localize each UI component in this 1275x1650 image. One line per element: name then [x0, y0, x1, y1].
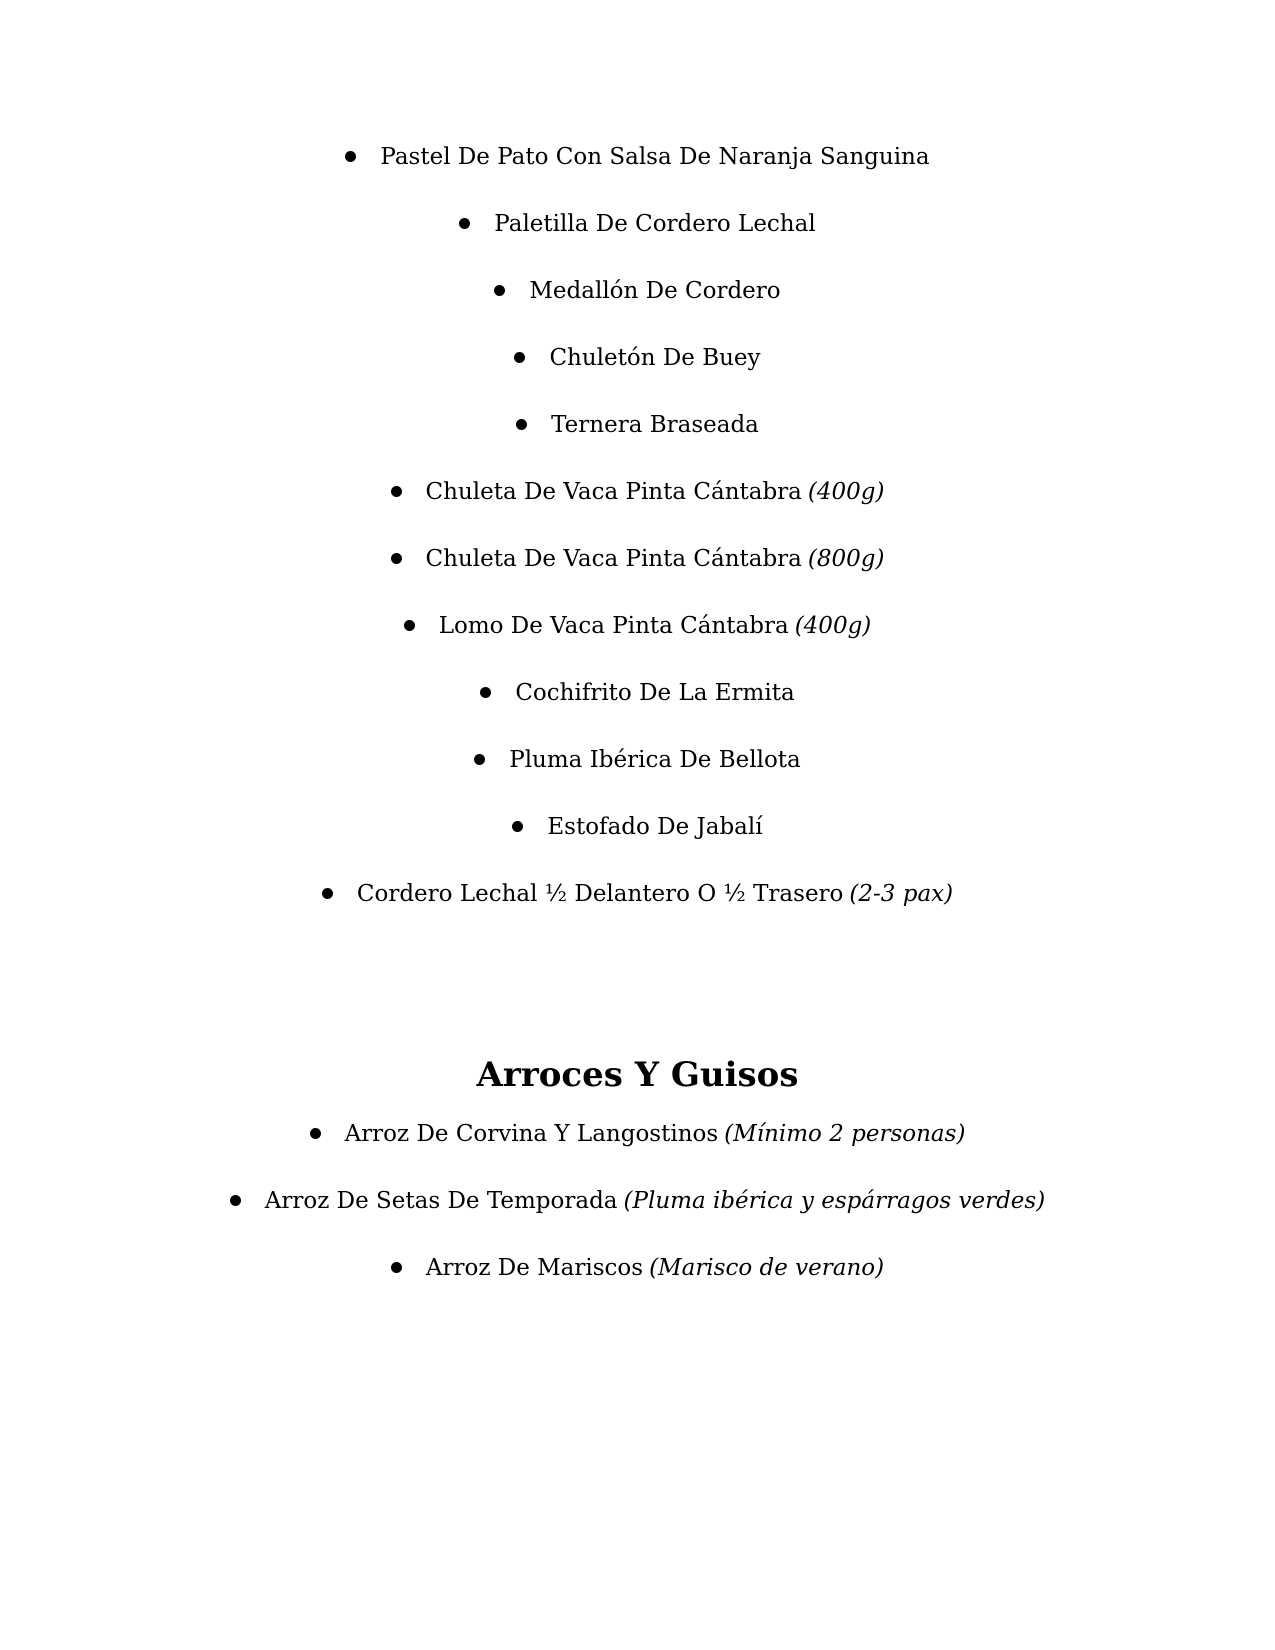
dish-name: Paletilla De Cordero Lechal — [494, 211, 816, 237]
bullet-icon — [322, 888, 333, 899]
dish-note: (Marisco de verano) — [649, 1255, 885, 1281]
dish-name: Lomo De Vaca Pinta Cántabra — [438, 613, 789, 639]
dish-name: Cordero Lechal ½ Delantero O ½ Trasero — [356, 881, 844, 907]
list-item — [0, 874, 1275, 941]
dish-name: Arroz De Corvina Y Langostinos — [344, 1121, 719, 1147]
bullet-icon — [459, 218, 470, 229]
bullet-icon — [391, 486, 402, 497]
list-item — [0, 405, 1275, 472]
dish-name: Arroz De Mariscos — [425, 1255, 644, 1281]
list-item — [0, 137, 1275, 204]
list-item — [0, 338, 1275, 405]
list-item — [0, 472, 1275, 539]
bullet-icon — [345, 151, 356, 162]
bullet-icon — [404, 620, 415, 631]
dish-note: (400g) — [807, 479, 885, 505]
bullet-icon — [516, 419, 527, 430]
dish-note: (Mínimo 2 personas) — [724, 1121, 966, 1147]
dish-name: Chuleta De Vaca Pinta Cántabra — [425, 546, 802, 572]
dish-name: Pluma Ibérica De Bellota — [509, 747, 801, 773]
bullet-icon — [230, 1195, 241, 1206]
list-item — [0, 1181, 1275, 1248]
dish-name: Ternera Braseada — [551, 412, 759, 438]
list-item — [0, 673, 1275, 740]
bullet-icon — [514, 352, 525, 363]
dish-name: Estofado De Jabalí — [547, 814, 763, 840]
dish-name: Cochifrito De La Ermita — [515, 680, 795, 706]
dish-note: (800g) — [807, 546, 885, 572]
dish-note: (Pluma ibérica y espárragos verdes) — [623, 1188, 1046, 1214]
bullet-icon — [391, 553, 402, 564]
list-item — [0, 740, 1275, 807]
dish-note: (400g) — [794, 613, 872, 639]
list-item — [0, 539, 1275, 606]
dish-name: Pastel De Pato Con Salsa De Naranja Sanguina — [380, 144, 930, 170]
bullet-icon — [310, 1128, 321, 1139]
list-item — [0, 606, 1275, 673]
dish-name: Chuleta De Vaca Pinta Cántabra — [425, 479, 802, 505]
bullet-icon — [494, 285, 505, 296]
dish-note: (2-3 pax) — [849, 881, 954, 907]
dish-name: Arroz De Setas De Temporada — [264, 1188, 618, 1214]
list-item — [0, 204, 1275, 271]
dish-name: Medallón De Cordero — [529, 278, 781, 304]
dish-name: Chuletón De Buey — [549, 345, 761, 371]
rice-dishes-list — [0, 1114, 1275, 1315]
meat-dishes-list — [0, 137, 1275, 941]
section-title: Arroces Y Guisos — [476, 1055, 799, 1095]
list-item — [0, 1248, 1275, 1315]
bullet-icon — [512, 821, 523, 832]
bullet-icon — [391, 1262, 402, 1273]
bullet-icon — [474, 754, 485, 765]
bullet-icon — [480, 687, 491, 698]
list-item — [0, 271, 1275, 338]
list-item — [0, 1114, 1275, 1181]
list-item — [0, 807, 1275, 874]
